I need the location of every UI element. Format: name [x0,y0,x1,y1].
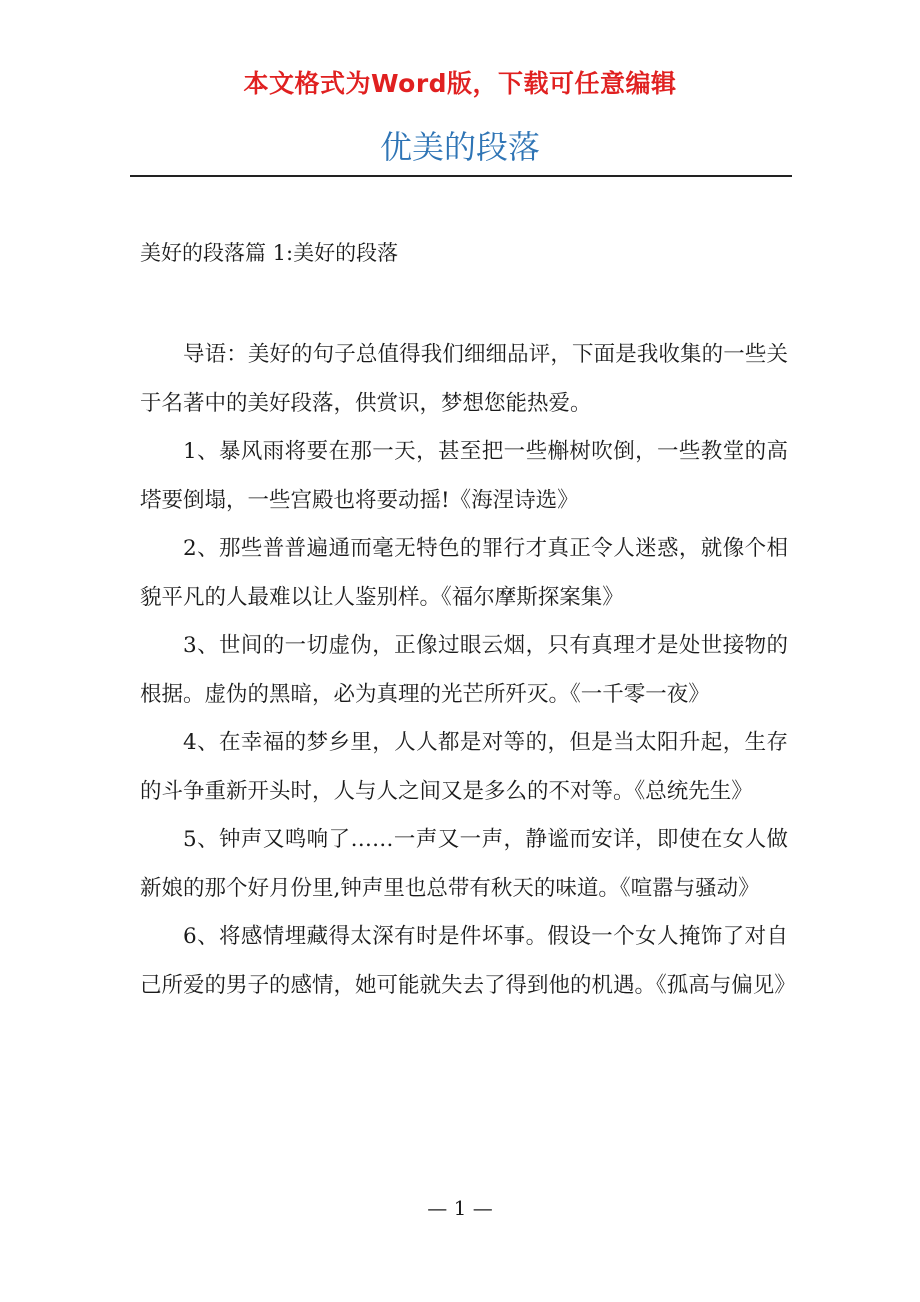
intro-paragraph: 导语：美好的句子总值得我们细细品评，下面是我收集的一些关于名著中的美好段落，供赏识，梦想您能热爱。 [140,342,788,416]
section-heading: 美好的段落篇 1:美好的段落 [140,241,399,265]
document-body [140,331,796,1010]
quote-paragraph-4: 4、在幸福的梦乡里，人人都是对等的，但是当太阳升起，生存的斗争重新开头时，人与人之间又是多么的不对等。《总统先生》 [140,730,788,804]
quote-paragraph-5: 5、钟声又鸣响了……一声又一声，静谧而安详，即使在女人做新娘的那个好月份里,钟声里也总带有秋天的味道。《喧嚣与骚动》 [140,827,788,901]
quote-paragraph-1: 1、暴风雨将要在那一天，甚至把一些槲树吹倒，一些教堂的高塔要倒塌，一些宫殿也将要动摇!《海涅诗选》 [140,439,788,513]
document-title: 优美的段落 [379,128,540,166]
title-divider [130,175,792,177]
quote-paragraph-6: 6、将感情埋藏得太深有时是件坏事。假设一个女人掩饰了对自己所爱的男子的感情，她可能就失去了得到他的机遇。《孤高与偏见》 [140,924,796,998]
quote-paragraph-3: 3、世间的一切虚伪，正像过眼云烟，只有真理才是处世接物的根据。虚伪的黑暗，必为真理的光芒所歼灭。《一千零一夜》 [140,633,788,707]
page-number: — 1 — [427,1196,493,1220]
format-banner: 本文格式为Word版，下载可任意编辑 [243,69,677,98]
quote-paragraph-2: 2、那些普普遍通而毫无特色的罪行才真正令人迷惑，就像个相貌平凡的人最难以让人鉴别样。《福尔摩斯探案集》 [140,536,788,610]
